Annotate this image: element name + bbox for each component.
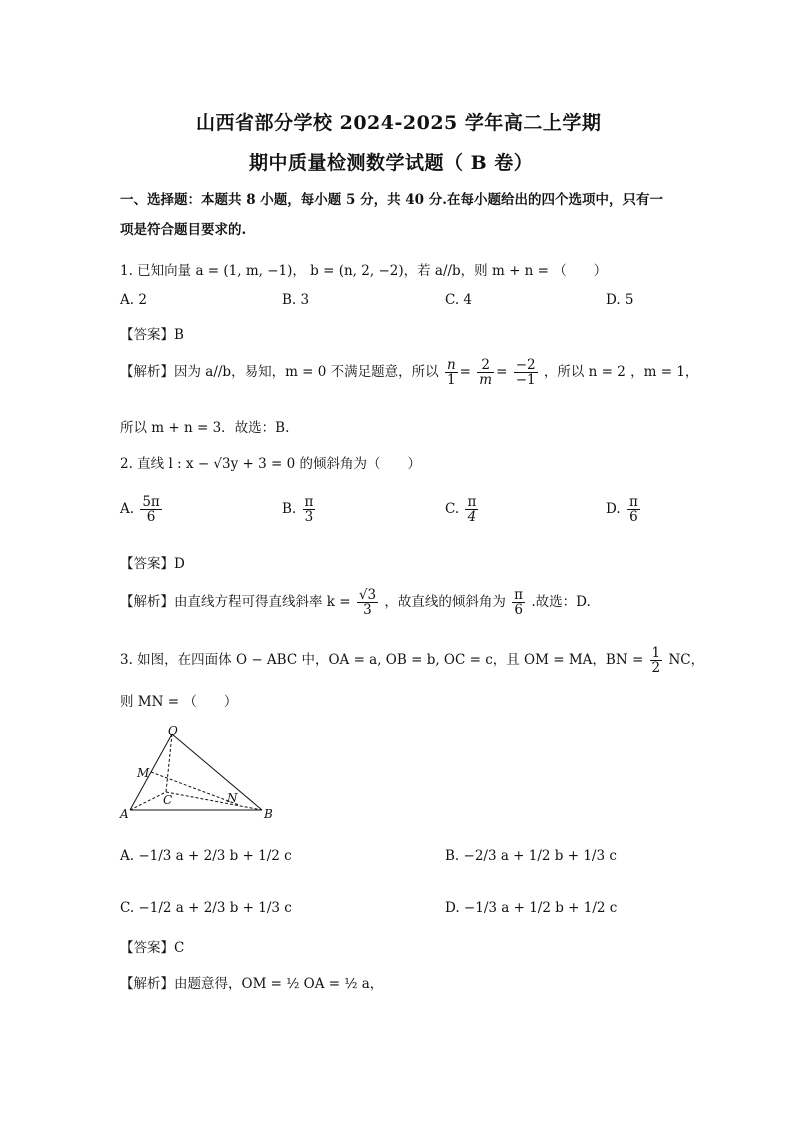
q1-option-b: B. 3 (282, 292, 310, 308)
q2-option-c-frac (465, 495, 478, 524)
q2-option-c-label: C. (445, 501, 460, 518)
frac-neg2-over-neg1: $\frac{-2}{-1}$ (515, 357, 536, 389)
label-C: C (163, 793, 173, 807)
q3-stem-tail: NC， (668, 652, 705, 669)
frac-n-over-1: $\frac{n}{1}$ (446, 357, 456, 389)
q3-option-a: A. −1/3 a + 2/3 b + 1/2 c (120, 848, 292, 864)
q2-answer: 【答案】D (120, 556, 185, 572)
q2-option-d-num: π (628, 494, 638, 510)
section-header-line1: 一、选择题：本题共 8 小题，每小题 5 分，共 40 分.在每小题给出的四个选项中，只有一 (120, 192, 663, 208)
q2-option-d (606, 495, 642, 524)
edge-CB (166, 792, 262, 810)
q2-analysis (120, 588, 591, 617)
q2-option-c-den: 4 (467, 509, 477, 526)
label-N: N (227, 791, 238, 805)
q2-option-c-num: π (467, 494, 477, 510)
q2-option-b (282, 495, 317, 524)
q3-answer: 【答案】C (120, 940, 185, 956)
q1-analysis-line1: 【解析】因为 a//b，易知，m = 0 不满足题意，所以 $\frac{n}{1}$ = $\frac{2}{m}$ = $\frac{-2}{-1}$ ，所以 n = 2 ，m = 1， (120, 357, 699, 389)
tetrahedron-figure (118, 724, 288, 822)
q2-option-b-den: 3 (304, 509, 314, 526)
q2-option-d-den: 6 (629, 509, 638, 526)
q2-option-c (445, 495, 480, 524)
q1-analysis-line2: 所以 m + n = 3．故选：B. (120, 420, 290, 436)
section-header-line2: 项是符合题目要求的. (120, 222, 247, 238)
q3-option-d: D. −1/3 a + 1/2 b + 1/2 c (445, 900, 618, 916)
label-M: M (137, 766, 150, 780)
q2-option-a-den: 6 (146, 509, 156, 526)
q3-analysis: 【解析】由题意得，OM = ½ OA = ½ a， (120, 976, 384, 992)
edge-OB (172, 734, 262, 810)
label-O: O (168, 724, 178, 738)
frac-sqrt3-over-3: $\frac{√3}{3}$ (358, 587, 377, 619)
q2-option-d-frac (627, 495, 640, 524)
q2-option-d-label: D. (606, 501, 621, 518)
q3-stem (120, 646, 704, 675)
q2-stem: 2. 直线 l : x − √3y + 3 = 0 的倾斜角为（ ） (120, 456, 421, 472)
q2-analysis-c: .故选：D. (531, 594, 591, 611)
frac-2-over-m: $\frac{2}{m}$ (479, 357, 493, 389)
q1-stem: 1. 已知向量 a = (1, m, −1)， b = (n, 2, −2)，若 a//b，则 m + n = （ ） (120, 263, 608, 279)
q3-stem-text: 3. 如图，在四面体 O − ABC 中，OA = a, OB = b, OC = c，且 OM = MA，BN = (120, 652, 644, 669)
q1-option-d: D. 5 (606, 292, 634, 308)
page-title-line2: 期中质量检测数学试题（ B 卷） (249, 152, 534, 174)
q3-stem-line2: 则 MN = （ ） (120, 694, 238, 710)
frac-1-over-2: $\frac{1}{2}$ (651, 645, 661, 677)
q2-option-b-label: B. (282, 501, 297, 518)
q2-option-a (120, 495, 164, 524)
page-title-line1: 山西省部分学校 2024-2025 学年高二上学期 (196, 112, 602, 134)
frac-pi-over-6: $\frac{\pi}{6}$ (514, 587, 524, 619)
q1-analysis-text: 【解析】因为 a//b，易知，m = 0 不满足题意，所以 (120, 364, 439, 381)
q2-option-a-label: A. (120, 501, 135, 518)
q1-answer: 【答案】B (120, 327, 184, 343)
q2-analysis-b: ，故直线的倾斜角为 (384, 594, 506, 611)
q1-option-c: C. 4 (445, 292, 473, 308)
q2-option-b-frac (303, 495, 316, 524)
q3-option-b: B. −2/3 a + 1/2 b + 1/3 c (445, 848, 617, 864)
q2-option-b-num: π (304, 494, 314, 510)
q2-option-a-frac (140, 495, 161, 524)
q1-option-a: A. 2 (120, 292, 147, 308)
q3-option-c: C. −1/2 a + 2/3 b + 1/3 c (120, 900, 292, 916)
label-B: B (264, 807, 273, 821)
q2-option-a-num: 5π (142, 494, 160, 510)
label-A: A (120, 807, 129, 821)
q2-analysis-a: 【解析】由直线方程可得直线斜率 k = (120, 594, 351, 611)
q1-analysis-tail: ，所以 n = 2 ，m = 1， (543, 364, 699, 381)
